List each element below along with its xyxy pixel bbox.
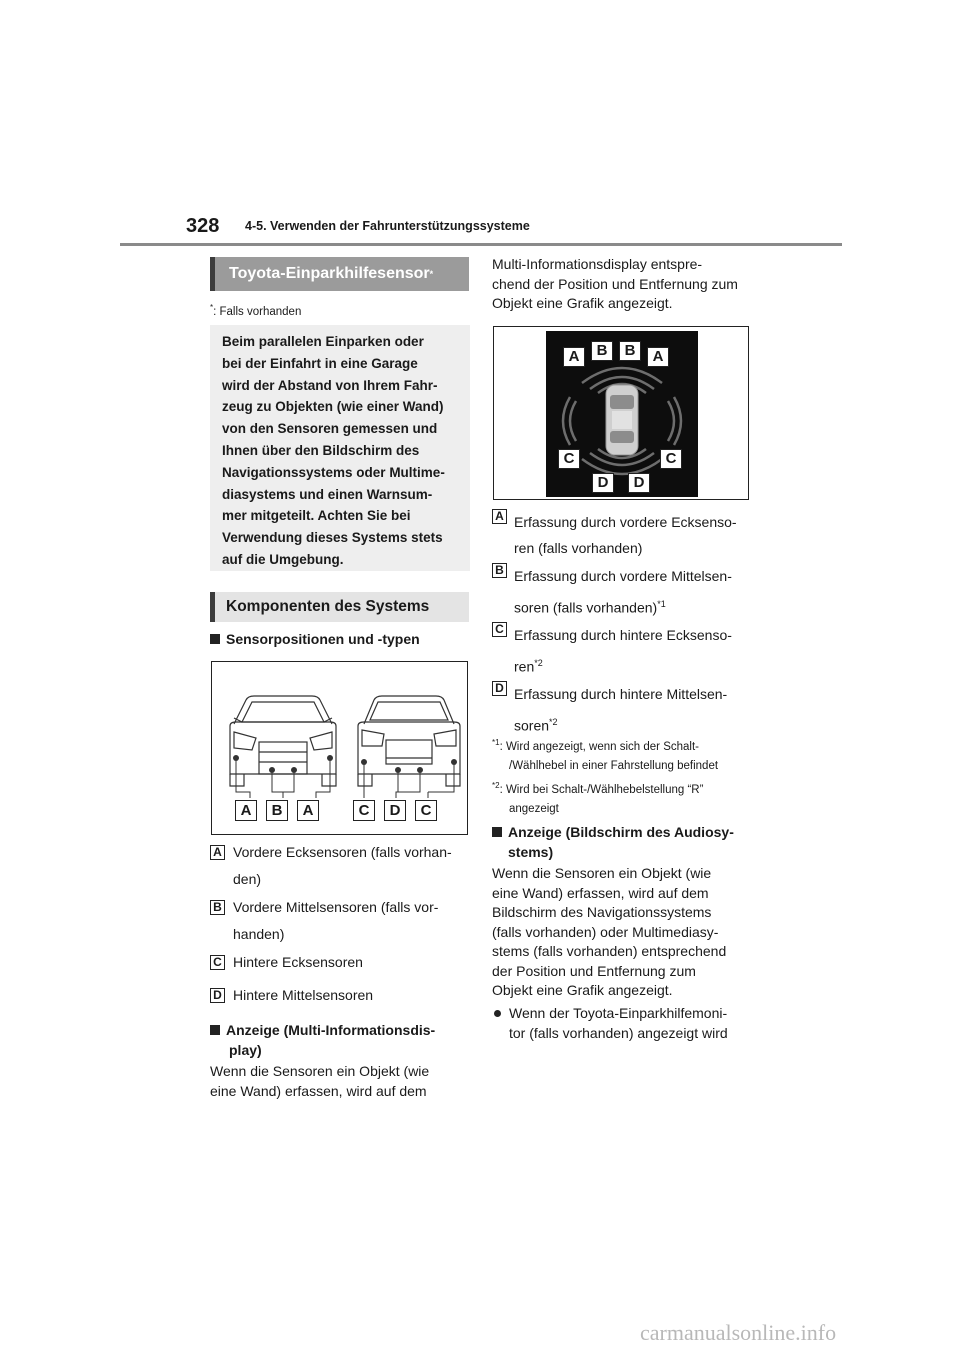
display-heading-line: Anzeige (Multi-Informationsdis- (226, 1022, 436, 1038)
audio-heading-line: stems) (508, 843, 554, 860)
availability-note (210, 303, 301, 318)
paragraph-line: (falls vorhanden) oder Multimediasy- (492, 923, 719, 940)
paragraph-line: chend der Position und Entfernung zum (492, 275, 738, 292)
legend-item (210, 987, 470, 1016)
legend-text: Hintere Ecksensoren (233, 954, 363, 970)
square-bullet-icon (492, 827, 502, 837)
legend-key: D (210, 988, 225, 1003)
components-title-bar (210, 592, 469, 622)
legend-text: den) (233, 871, 262, 887)
footnote-marker: *1 (492, 738, 500, 747)
legend-item (492, 562, 754, 616)
square-bullet-icon (210, 634, 220, 644)
footnote-1 (492, 733, 754, 776)
legend-key: B (210, 900, 225, 915)
legend-key: D (492, 681, 507, 696)
front-car-icon (230, 696, 336, 786)
footnote-line: : Wird angezeigt, wenn sich der Schalt- (499, 740, 699, 753)
paragraph-line: der Position und Entfernung zum (492, 962, 696, 979)
footnote-line: : Wird bei Schalt-/Wählhebelstellung “R” (499, 783, 704, 796)
header-rule (120, 243, 842, 246)
section-title-marker: * (429, 269, 434, 279)
intro-line: von den Sensoren gemessen und (222, 421, 438, 437)
intro-line: wird der Abstand von Ihrem Fahr- (222, 377, 438, 393)
intro-line: Ihnen über den Bildschirm des (222, 442, 420, 458)
audio-heading (492, 823, 754, 862)
bullet-item (492, 1004, 754, 1043)
screen-label: A (647, 347, 669, 367)
paragraph-line: eine Wand) erfassen, wird auf dem (210, 1082, 427, 1099)
bullet-dot-icon (494, 1010, 501, 1017)
sensor-diagram (211, 661, 468, 835)
chapter-title: 4-5. Verwenden der Fahrunterstützungssysteme (245, 219, 530, 233)
display-heading-line: play) (229, 1041, 262, 1058)
audio-heading-line: Anzeige (Bildschirm des Audiosy- (508, 824, 734, 840)
legend-text: Vordere Mittelsensoren (falls vor- (233, 899, 439, 915)
bullet-line: tor (falls vorhanden) angezeigt wird (509, 1024, 728, 1041)
legend-text: Vordere Ecksensoren (falls vorhan- (233, 844, 452, 860)
paragraph-line: Objekt eine Grafik angezeigt. (492, 982, 673, 998)
paragraph-line: eine Wand) erfassen, wird auf dem (492, 884, 709, 901)
diagram-label: A (297, 800, 319, 821)
legend-text: Erfassung durch hintere Mittelsen- (514, 686, 728, 702)
paragraph-line: Objekt eine Grafik angezeigt. (492, 295, 673, 311)
screen-label: A (563, 347, 585, 367)
legend-text: Erfassung durch vordere Mittelsen- (514, 568, 732, 584)
rear-car-icon (358, 696, 460, 786)
footnote-line: angezeigt (509, 802, 559, 815)
display-paragraph (210, 1062, 470, 1101)
legend-text-with-note (514, 590, 666, 623)
diagram-label: A (235, 800, 257, 821)
continued-paragraph (492, 255, 752, 314)
front-sensor-dots (233, 755, 333, 773)
legend-text: handen) (233, 926, 285, 942)
legend-key: C (210, 955, 225, 970)
intro-line: auf die Umgebung. (222, 551, 344, 567)
screen-label: B (619, 341, 641, 361)
diagram-label: C (415, 800, 437, 821)
availability-note-marker: * (210, 303, 214, 312)
paragraph-line: Wenn die Sensoren ein Objekt (wie (210, 1063, 430, 1079)
paragraph-line: stems (falls vorhanden) entsprechend (492, 943, 727, 959)
diagram-label: B (266, 800, 288, 821)
section-title: Toyota-Einparkhilfesensor (229, 265, 430, 282)
legend-item (210, 954, 470, 983)
legend-text: ren (falls vorhanden) (514, 540, 643, 556)
square-bullet-icon (210, 1025, 220, 1035)
diagram-label: D (384, 800, 406, 821)
footnote-line: /Wählhebel in einer Fahrstellung befindet (509, 759, 719, 772)
rear-leader-lines (364, 762, 454, 798)
availability-note-text: : Falls vorhanden (213, 305, 302, 318)
front-leader-lines (236, 758, 330, 798)
sensor-heading (210, 630, 420, 650)
footnote-marker: *2 (492, 781, 500, 790)
intro-line: bei der Einfahrt in eine Garage (222, 355, 418, 371)
screen-label: D (628, 473, 650, 493)
page-number: 328 (186, 215, 220, 237)
screen-label: C (558, 449, 580, 469)
intro-line: Beim parallelen Einparken oder (222, 334, 424, 349)
legend-key: A (492, 509, 507, 524)
legend-key: A (210, 845, 225, 860)
legend-text: ren (514, 658, 535, 675)
legend-text: Erfassung durch vordere Ecksenso- (514, 514, 737, 530)
intro-line: Navigationssystems oder Multime- (222, 464, 445, 480)
legend-text: soren (falls vorhanden) (514, 599, 658, 616)
legend-key: C (492, 622, 507, 637)
diagram-label: C (353, 800, 375, 821)
intro-line: Verwendung dieses Systems stets (222, 530, 443, 546)
legend-text: Erfassung durch hintere Ecksenso- (514, 627, 732, 643)
footnote-2 (492, 776, 754, 819)
legend-text-with-note (514, 649, 543, 682)
paragraph-line: Bildschirm des Navigationssystems (492, 904, 712, 920)
paragraph-line: Wenn die Sensoren ein Objekt (wie (492, 865, 712, 881)
screen-label: C (660, 449, 682, 469)
audio-paragraph (492, 864, 754, 1001)
info-display-screen (546, 331, 698, 497)
intro-line: mer mitgeteilt. Achten Sie bei (222, 508, 411, 524)
legend-text: soren (514, 717, 550, 734)
components-title: Komponenten des Systems (226, 598, 430, 615)
legend-text: Hintere Mittelsensoren (233, 987, 374, 1003)
legend-item (492, 680, 754, 734)
intro-line: zeug zu Objekten (wie einer Wand) (222, 399, 444, 415)
intro-line: diasystems und einen Warnsum- (222, 486, 433, 502)
legend-item (492, 621, 754, 675)
legend-item (210, 844, 470, 887)
legend-note: *2 (534, 658, 543, 668)
screen-top-labels (563, 342, 669, 367)
rear-labels (353, 800, 437, 821)
screen-label: B (591, 341, 613, 361)
legend-item (210, 899, 470, 942)
legend-note: *1 (657, 599, 666, 609)
legend-note: *2 (549, 717, 558, 727)
watermark: carmanualsonline.info (640, 1320, 837, 1345)
legend-item (492, 508, 754, 556)
screen-label: D (592, 473, 614, 493)
paragraph-line: Multi-Informationsdisplay entspre- (492, 256, 703, 272)
rear-sensor-dots (361, 759, 457, 773)
display-illustration (493, 326, 749, 500)
display-heading (210, 1021, 470, 1060)
intro-box (210, 325, 470, 571)
bullet-line: Wenn der Toyota-Einparkhilfemoni- (509, 1005, 728, 1021)
car-top-view (606, 385, 638, 455)
front-labels (235, 800, 319, 821)
legend-key: B (492, 563, 507, 578)
sensor-heading-text: Sensorpositionen und -typen (226, 631, 420, 647)
section-title-bar (210, 257, 469, 291)
